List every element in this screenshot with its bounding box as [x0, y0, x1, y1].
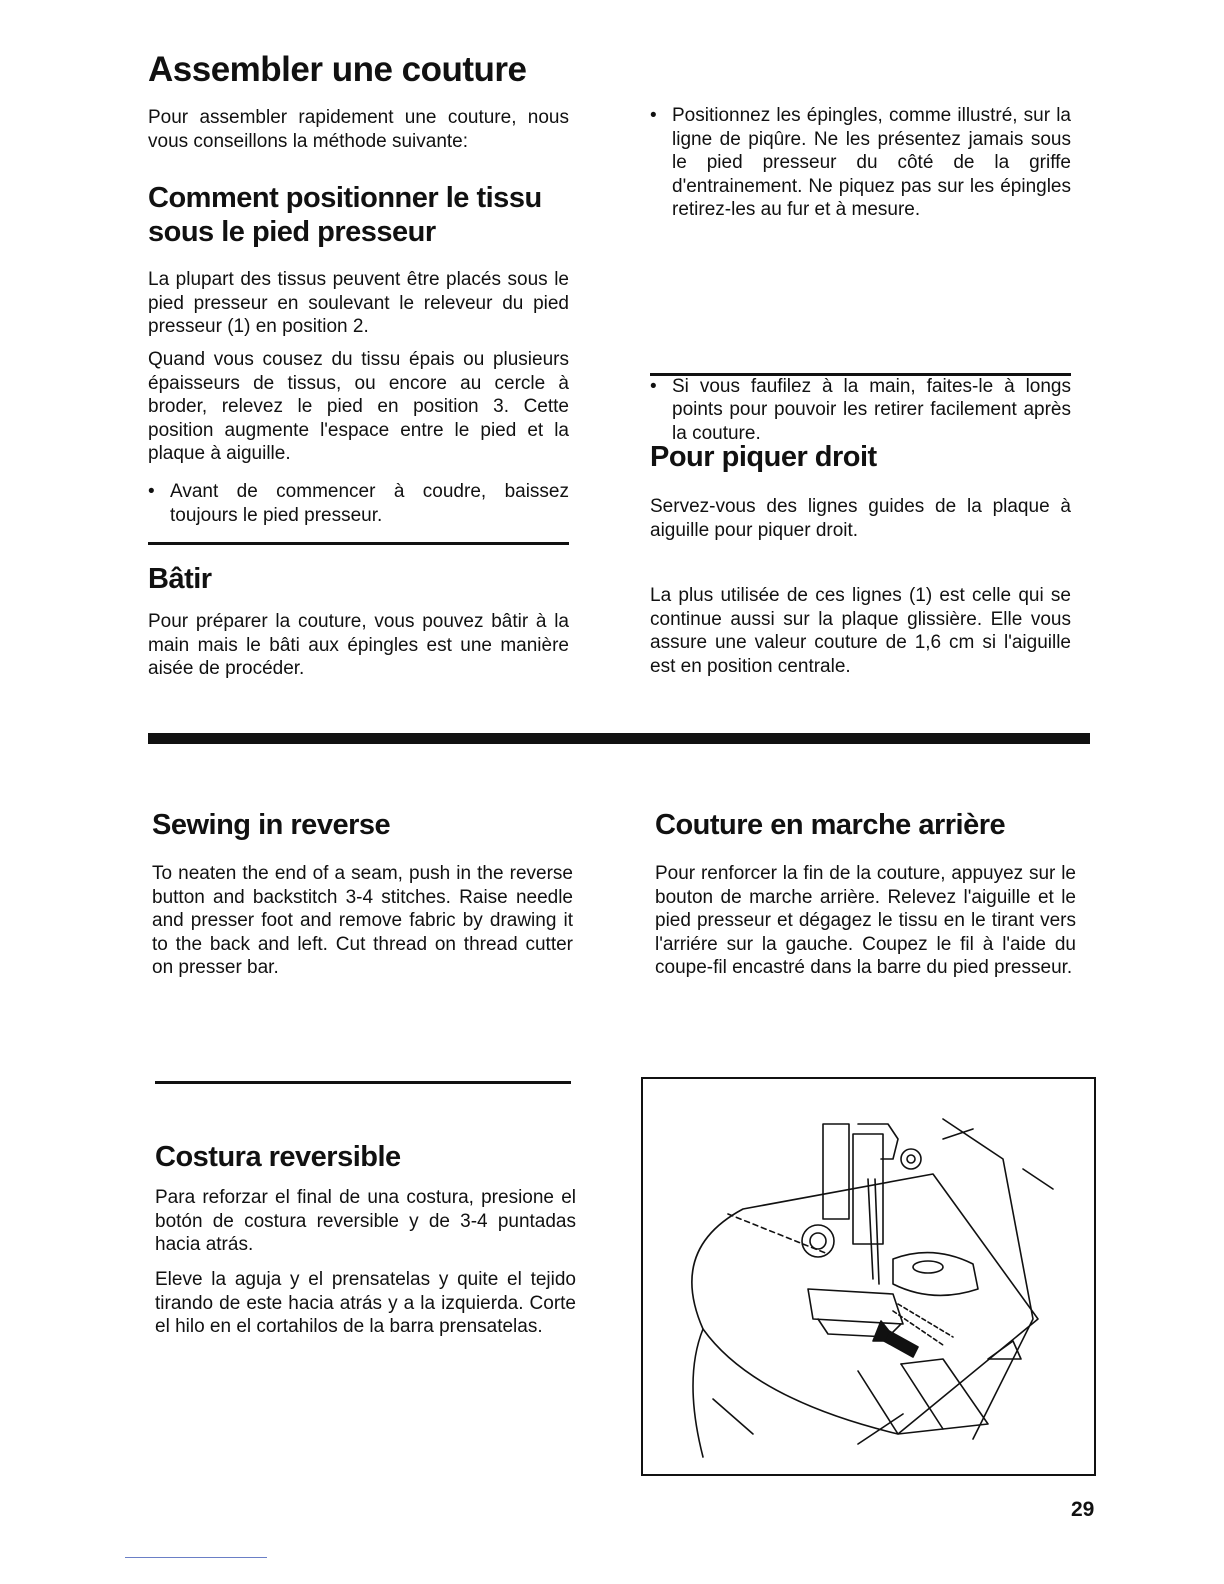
costura-heading: Costura reversible	[155, 1141, 401, 1173]
intro-paragraph: Pour assembler rapidement une couture, nous vous conseillons la méthode suivante:	[148, 107, 569, 152]
straight-stitch-paragraph-1: Servez-vous des lignes guides de la plaque à aiguille pour piquer droit.	[650, 496, 1071, 541]
section-divider	[148, 542, 569, 545]
positioning-paragraph-1: La plupart des tissus peuvent être placés sous le pied presseur en soulevant le releveur du pied presseur (1) en position 2.	[148, 269, 569, 337]
straight-stitch-paragraph-2: La plus utilisée de ces lignes (1) est celle qui se continue aussi sur la plaque glissière. Elle vous assure une valeur couture de 1,6 cm si l'aiguille est en position centrale.	[650, 585, 1071, 677]
sewing-machine-presser-foot-icon	[643, 1079, 1094, 1474]
marche-arriere-heading: Couture en marche arrière	[655, 809, 1006, 841]
marche-arriere-paragraph: Pour renforcer la fin de la couture, appuyez sur le bouton de marche arrière. Relevez l'aiguille et le pied presseur et dégagez le tissu en le tirant vers l'arriére sur la gauche. Coupez le fil à l'aide du coupe-fil encastré dans la barre du pied presseur.	[655, 863, 1076, 978]
batir-paragraph: Pour préparer la couture, vous pouvez bâtir à la main mais le bâti aux épingles est une manière aisée de procéder.	[148, 611, 569, 679]
section-divider	[650, 373, 1071, 376]
section-divider	[155, 1081, 571, 1084]
pins-bullet: • Positionnez les épingles, comme illustré, sur la ligne de piqûre. Ne les présentez jamais sous le pied presseur du côté de la griffe d'entrainement. Ne piquez pas sur les épingles retirez-les au fur et à mesure.	[650, 104, 1071, 222]
page-title: Assembler une couture	[148, 50, 527, 89]
sewing-in-reverse-paragraph: To neaten the end of a seam, push in the reverse button and backstitch 3-4 stitches. Raise needle and presser foot and remove fabric by drawing it to the back and left. Cut thread on thread cutter on presser bar.	[152, 863, 573, 978]
costura-paragraph-1: Para reforzar el final de una costura, presione el botón de costura reversible y de 3-4 puntadas hacia atrás.	[155, 1187, 576, 1255]
positioning-paragraph-2: Quand vous cousez du tissu épais ou plusieurs épaisseurs de tissus, ou encore au cercle à broder, relevez le pied en position 3. Cette position augmente l'espace entre le pied et la plaque à aiguille.	[148, 349, 569, 464]
page-number: 29	[1071, 1498, 1095, 1521]
sewing-illustration-frame	[641, 1077, 1096, 1476]
positioning-heading: Comment positionner le tissu sous le pied presseur	[148, 182, 542, 248]
costura-paragraph-2: Eleve la aguja y el prensatelas y quite el tejido tirando de este hacia atrás y a la izquierda. Corte el hilo en el cortahilos de la barra prensatelas.	[155, 1269, 576, 1337]
positioning-bullet: • Avant de commencer à coudre, baissez toujours le pied presseur.	[148, 480, 569, 527]
sewing-in-reverse-heading: Sewing in reverse	[152, 809, 391, 841]
page-separator-bar	[148, 733, 1090, 744]
straight-stitch-heading: Pour piquer droit	[650, 441, 877, 473]
batir-heading: Bâtir	[148, 563, 212, 595]
footer-line	[125, 1557, 267, 1558]
basting-bullet: • Si vous faufilez à la main, faites-le à longs points pour pouvoir les retirer facilement après la couture.	[650, 375, 1071, 446]
